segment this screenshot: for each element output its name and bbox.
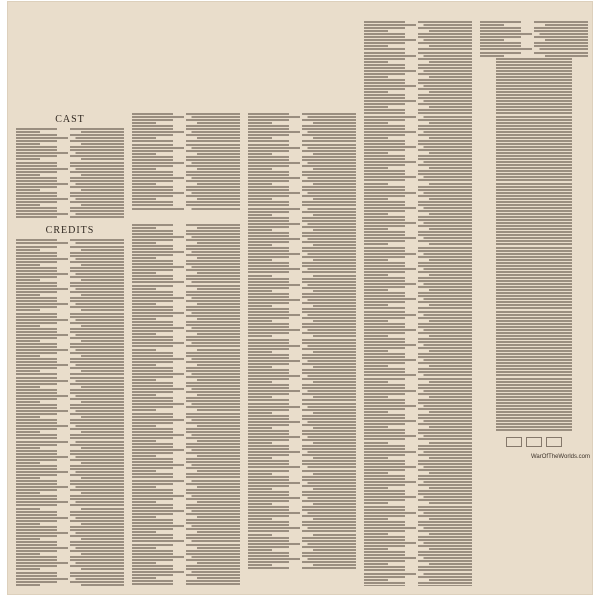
studio-logos [478,437,590,447]
credits-sheet [8,2,592,594]
column-4 [362,16,474,586]
credits-list-4 [362,21,474,586]
credits-list-3 [246,113,358,569]
cast-list [14,128,126,218]
cast-list-2 [130,113,242,209]
credits-list-2 [130,224,242,586]
credits-heading: CREDITS [45,225,95,237]
column-3 [246,16,358,586]
column-5 [478,16,590,586]
paramount-logo-icon [526,437,542,447]
dreamworks-logo-icon [506,437,522,447]
column-1 [14,16,126,586]
credits-list-5 [478,21,590,431]
rating-logo-icon [546,437,562,447]
cast-heading: CAST [55,114,85,125]
credits-list-1 [14,239,126,586]
column-2 [130,16,242,586]
website-url[interactable]: WarOfTheWorlds.com [530,454,590,461]
